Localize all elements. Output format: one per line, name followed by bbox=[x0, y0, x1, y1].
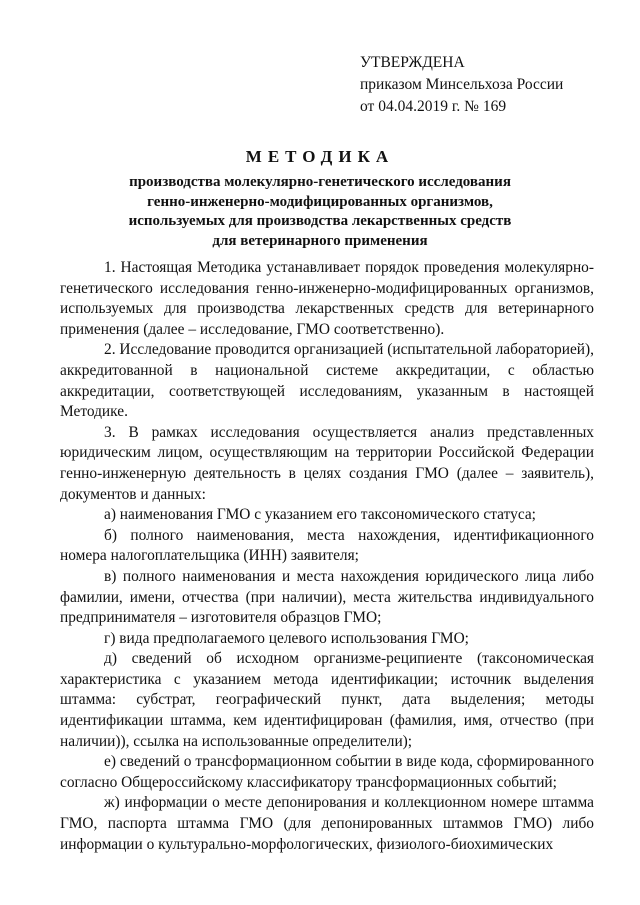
document-body bbox=[60, 258, 594, 855]
approval-stamp bbox=[360, 52, 563, 118]
document-subtitle-line: используемых для производства лекарственных средств bbox=[128, 213, 512, 229]
list-item-a: а) наименования ГМО с указанием его таксономического статуса; bbox=[104, 506, 536, 524]
document-subtitle-line: генно-инженерно-модифицированных организмов, bbox=[147, 193, 493, 210]
approval-date: от 04.04.2019 г. № 169 bbox=[360, 98, 507, 115]
approval-title: УТВЕРЖДЕНА bbox=[360, 54, 465, 71]
list-item-g: г) вида предполагаемого целевого использования ГМО; bbox=[104, 629, 469, 647]
document-title-block bbox=[60, 145, 580, 251]
list-item-zh: ж) информации о месте депонирования и коллекционном номере штамма ГМО, паспорта штамма ГМО (для депонированных штаммов ГМО) либо информации о культурально-морфологических, физиолого-биохимических bbox=[60, 794, 594, 853]
list-item-b: б) полного наименования, места нахождения, идентификационного номера налогоплательщика (ИНН) заявителя; bbox=[60, 526, 594, 565]
document-subtitle-line: для ветеринарного применения bbox=[212, 232, 428, 249]
paragraph-1: 1. Настоящая Методика устанавливает порядок проведения молекулярно-генетического исследования генно-инженерно-модифицированных организмов, используемых для производства лекарственных средств для ветеринарного применения (далее – исследование, ГМО соответственно). bbox=[60, 259, 594, 338]
document-subtitle-line: производства молекулярно-генетического исследования bbox=[129, 174, 511, 190]
paragraph-3: 3. В рамках исследования осуществляется анализ представленных юридическим лицом, осуществляющим на территории Российской Федерации генно-инженерную деятельность в целях создания ГМО (далее – заявитель), документов и данных: bbox=[60, 423, 594, 503]
document-title: МЕТОДИКА bbox=[245, 147, 395, 166]
list-item-v: в) полного наименования и места нахождения юридического лица либо фамилии, имени, отчества (при наличии), места жительства индивидуального предпринимателя – изготовителя образцов ГМО; bbox=[60, 567, 594, 627]
list-item-d: д) сведений об исходном организме-реципиенте (таксономическая характеристика с указанием метода идентификации; источник выделения штамма: субстрат, географический пункт, дата выделения; методы идентификации штамма, кем идентифицирован (фамилия, имя, отчество (при наличии)), ссылка на использованные определители); bbox=[60, 650, 594, 750]
list-item-e: е) сведений о трансформационном событии в виде кода, сформированного согласно Общероссийскому классификатору трансформационных событий; bbox=[60, 753, 594, 791]
approval-order: приказом Минсельхоза России bbox=[360, 76, 564, 93]
paragraph-2: 2. Исследование проводится организацией (испытательной лабораторией), аккредитованной в национальной системе аккредитации, с областью аккредитации, соответствующей исследованиям, указанным в настоящей Методике. bbox=[60, 341, 594, 421]
